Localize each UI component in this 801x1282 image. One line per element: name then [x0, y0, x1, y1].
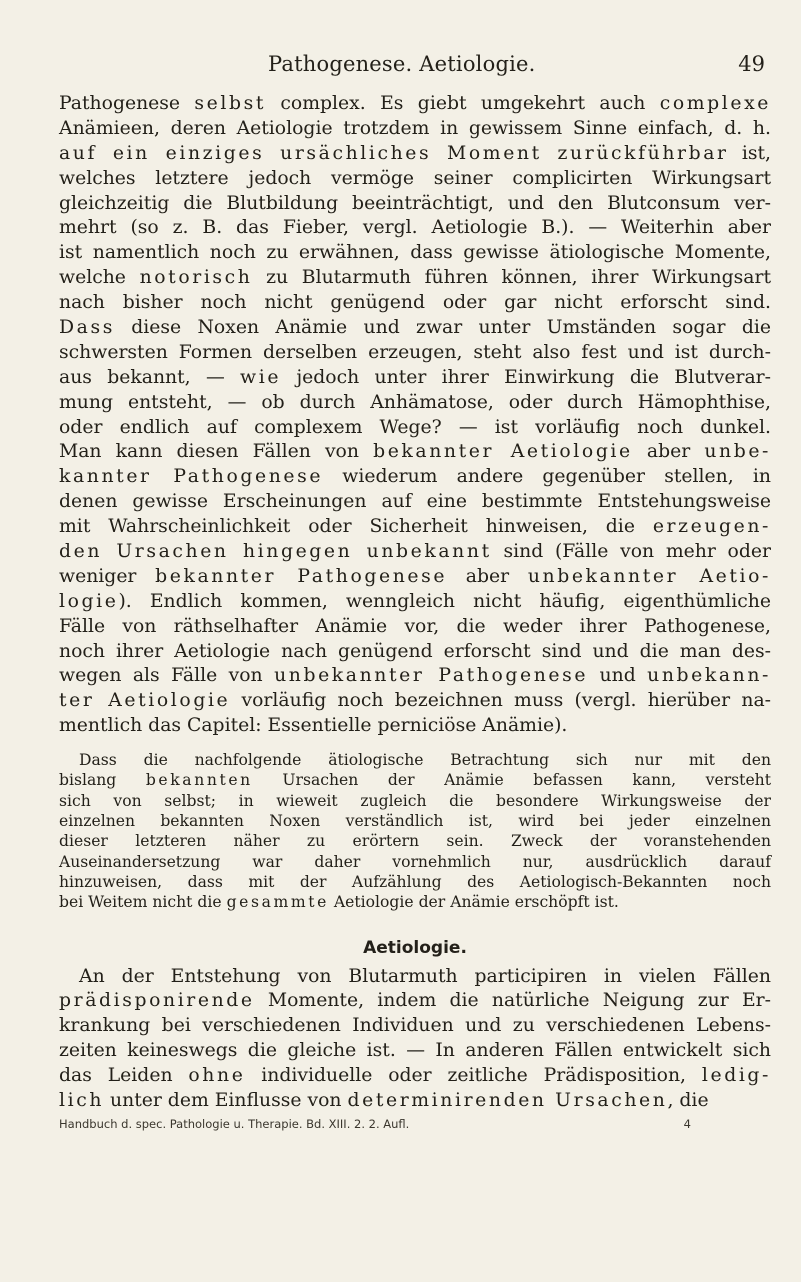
text-line — [59, 366, 771, 391]
text-run: bislang — [59, 771, 146, 790]
text-run: noch ihrer Aetiologie nach genügend erforscht sind und die man des- — [59, 640, 771, 662]
text-run: mung entsteht, — ob durch Anhämatose, oder durch Hämophthise, — [59, 391, 771, 413]
page-number: 49 — [738, 52, 765, 76]
text-line — [59, 1014, 771, 1039]
text-line — [59, 440, 771, 465]
spaced-emphasis: unbekannter Aetio- — [527, 565, 771, 587]
text-run: unter dem Einflusse von — [104, 1089, 348, 1111]
text-line — [59, 167, 771, 192]
text-run: ist namentlich noch zu erwähnen, dass gewisse ätiologische Momente, — [59, 242, 771, 264]
text-line — [59, 791, 771, 811]
text-line — [59, 1089, 771, 1114]
text-line — [59, 640, 771, 665]
text-line — [59, 142, 771, 167]
text-run: aber — [447, 565, 528, 587]
text-run: gleichzeitig die Blutbildung beeinträchtigt, und den Blutconsum ver- — [59, 192, 771, 214]
text-line — [59, 391, 771, 416]
text-run: bei Weitem nicht die — [59, 893, 227, 912]
text-run: einzelnen bekannten Noxen verständlich ist, wird bei jeder einzelnen — [59, 812, 771, 831]
text-run: Man kann diesen Fällen von — [59, 441, 374, 463]
text-line — [59, 192, 771, 217]
footer — [59, 1116, 771, 1132]
spaced-emphasis: lich — [59, 1089, 105, 1111]
text-run: ). Endlich kommen, wenngleich nicht häufig, eigenthümliche — [118, 590, 771, 612]
spaced-emphasis: ohne — [188, 1065, 246, 1087]
text-run: zu Blutarmuth führen können, ihrer Wirkungsart — [252, 267, 771, 289]
spaced-emphasis: gesammte — [226, 893, 329, 912]
text-run: wiederum andere gegenüber stellen, in — [323, 466, 771, 488]
spaced-emphasis: Dass — [59, 317, 115, 339]
text-run: krankung bei verschiedenen Individuen und zu verschiedenen Lebens- — [59, 1015, 771, 1037]
text-run: welches letztere jedoch vermöge seiner complicirten Wirkungsart — [59, 167, 771, 189]
text-run: Momente, indem die natürliche Neigung zur Er- — [254, 990, 771, 1012]
text-line — [59, 266, 771, 291]
text-line — [59, 465, 771, 490]
spaced-emphasis: kannter Pathogenese — [59, 466, 324, 488]
text-run: jedoch unter ihrer Einwirkung die Blutverar- — [281, 366, 771, 388]
spaced-emphasis: erzeugen- — [652, 516, 771, 538]
text-run: dieser letzteren näher zu erörtern sein. Zweck der voranstehenden — [59, 832, 771, 851]
text-line — [59, 1039, 771, 1064]
text-run: Fälle von räthselhafter Anämie vor, die weder ihrer Pathogenese, — [59, 615, 771, 637]
text-line — [59, 1064, 771, 1089]
text-line — [59, 590, 771, 615]
text-run: das Leiden — [59, 1065, 189, 1087]
text-line — [59, 316, 771, 341]
text-line — [59, 416, 771, 441]
text-line — [59, 831, 771, 851]
text-run: oder endlich auf complexem Wege? — ist vorläufig noch dunkel. — [59, 416, 771, 438]
text-run: welche — [59, 267, 140, 289]
text-run: , die — [667, 1089, 709, 1111]
text-run: sind (Fälle von mehr oder — [491, 541, 771, 563]
spaced-emphasis: den Ursachen hingegen unbekannt — [59, 541, 492, 563]
text-line — [59, 872, 771, 892]
text-run: denen gewisse Erscheinungen auf eine bestimmte Entstehungsweise — [59, 491, 771, 513]
running-head — [0, 52, 801, 80]
spaced-emphasis: bekannter Aetiologie — [373, 441, 633, 463]
spaced-emphasis: unbekann- — [647, 665, 771, 687]
text-line — [59, 714, 771, 739]
text-line — [59, 540, 771, 565]
text-line — [59, 770, 771, 790]
body-text — [59, 92, 771, 1132]
spaced-emphasis: ter Aetiologie — [59, 690, 231, 712]
section-paragraph — [59, 965, 771, 1114]
text-line — [59, 291, 771, 316]
text-run: sich von selbst; in wieweit zugleich die besondere Wirkungsweise der — [59, 791, 771, 810]
text-line — [59, 965, 771, 990]
text-line — [59, 892, 771, 912]
text-line — [59, 750, 771, 770]
text-line — [59, 216, 771, 241]
text-run: vorläufig noch bezeichnen muss (vergl. hierüber na- — [230, 690, 771, 712]
text-run: mentlich das Capitel: Essentielle perniciöse Anämie). — [59, 715, 568, 737]
text-run: Anämieen, deren Aetiologie trotzdem in gewissem Sinne einfach, d. h. — [59, 117, 771, 139]
text-run: und — [588, 665, 648, 687]
spaced-emphasis: bekannter Pathogenese — [155, 565, 448, 587]
text-run: aber — [632, 441, 705, 463]
text-line — [59, 689, 771, 714]
text-line — [59, 565, 771, 590]
text-line — [59, 989, 771, 1014]
text-line — [59, 664, 771, 689]
text-run: Aetiologie der Anämie erschöpft ist. — [328, 893, 619, 912]
text-line — [59, 117, 771, 142]
text-line — [59, 92, 771, 117]
spaced-emphasis: bekannten — [145, 771, 253, 790]
text-run: schwersten Formen derselben erzeugen, steht also fest und ist durch- — [59, 341, 771, 363]
running-title: Pathogenese. Aetiologie. — [268, 52, 536, 76]
text-line — [59, 341, 771, 366]
main-paragraph — [59, 92, 771, 739]
text-line — [59, 852, 771, 872]
text-run: complex. Es giebt umgekehrt auch — [266, 93, 660, 114]
text-run: Dass die nachfolgende ätiologische Betrachtung sich nur mit den — [79, 751, 771, 770]
text-run: hinzuweisen, dass mit der Aufzählung des Aetiologisch-Bekannten noch — [59, 872, 771, 891]
text-run: ist, — [728, 142, 771, 164]
text-line — [59, 490, 771, 515]
text-run: diese Noxen Anämie und zwar unter Umständen sogar die — [114, 317, 771, 339]
text-run: Auseinandersetzung war daher vornehmlich nur, ausdrücklich darauf — [59, 852, 771, 871]
text-run: Pathogenese — [59, 93, 195, 114]
section-heading: Aetiologie. — [363, 937, 467, 958]
spaced-emphasis: ledig- — [701, 1065, 771, 1087]
text-run: wegen als Fälle von — [59, 665, 275, 687]
text-line — [59, 811, 771, 831]
book-reference: Handbuch d. spec. Pathologie u. Therapie. Bd. XIII. 2. 2. Aufl. — [59, 1116, 410, 1131]
spaced-emphasis: selbst — [194, 93, 266, 114]
spaced-emphasis: unbe- — [704, 441, 772, 463]
text-run: individuelle oder zeitliche Prädisposition, — [245, 1065, 702, 1087]
spaced-emphasis: determinirenden Ursachen — [347, 1089, 668, 1111]
spaced-emphasis: prädisponirende — [59, 990, 255, 1012]
text-run: nach bisher noch nicht genügend oder gar nicht erforscht sind. — [59, 292, 771, 314]
small-print-note — [59, 750, 771, 912]
spaced-emphasis: complexe — [659, 93, 771, 114]
spaced-emphasis: notorisch — [139, 267, 253, 289]
spaced-emphasis: auf ein einziges ursächliches Moment zurückführbar — [59, 142, 729, 164]
text-run: Ursachen der Anämie befassen kann, versteht — [252, 771, 771, 790]
spaced-emphasis: logie — [59, 590, 119, 612]
text-run: weniger — [59, 565, 156, 587]
text-run: An der Entstehung von Blutarmuth participiren in vielen Fällen — [79, 965, 771, 987]
signature-mark: 4 — [683, 1116, 691, 1131]
spaced-emphasis: unbekannter Pathogenese — [274, 665, 589, 687]
spaced-emphasis: wie — [240, 366, 282, 388]
text-line — [59, 615, 771, 640]
text-run: mit Wahrscheinlichkeit oder Sicherheit hinweisen, die — [59, 516, 653, 538]
text-run: aus bekannt, — — [59, 366, 241, 388]
text-run: zeiten keineswegs die gleiche ist. — In anderen Fällen entwickelt sich — [59, 1040, 771, 1062]
text-run: mehrt (so z. B. das Fieber, vergl. Aetiologie B.). — Weiterhin aber — [59, 217, 771, 239]
text-line — [59, 241, 771, 266]
text-line — [59, 515, 771, 540]
